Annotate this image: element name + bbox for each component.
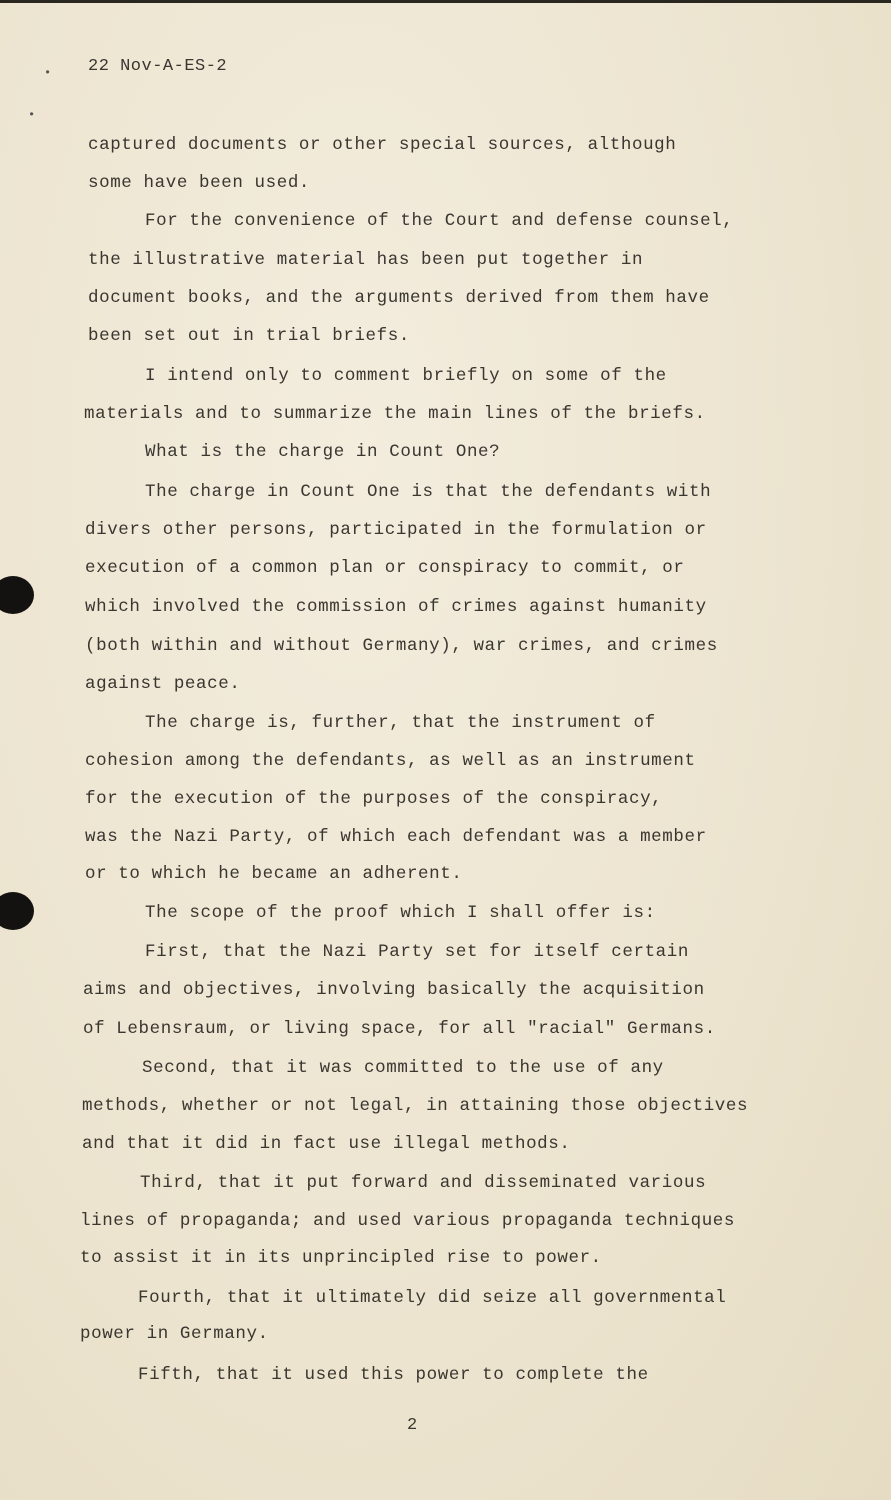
text-line: The scope of the proof which I shall offer is: bbox=[145, 903, 656, 923]
page-top-edge bbox=[0, 0, 891, 3]
text-line: or to which he became an adherent. bbox=[85, 864, 463, 884]
text-line: First, that the Nazi Party set for itself certain bbox=[145, 942, 689, 962]
margin-dot: • bbox=[28, 108, 36, 122]
text-line: The charge is, further, that the instrument of bbox=[145, 713, 656, 733]
text-line: the illustrative material has been put together in bbox=[88, 250, 644, 270]
text-line: of Lebensraum, or living space, for all "racial" Germans. bbox=[83, 1019, 716, 1039]
page-number: 2 bbox=[407, 1416, 418, 1435]
text-line: (both within and without Germany), war crimes, and crimes bbox=[85, 636, 718, 656]
document-header-id: 22 Nov-A-ES-2 bbox=[88, 57, 228, 76]
text-line: aims and objectives, involving basically the acquisition bbox=[83, 980, 705, 1000]
text-line: For the convenience of the Court and defense counsel, bbox=[145, 211, 734, 231]
text-line: What is the charge in Count One? bbox=[145, 442, 501, 462]
text-line: Fifth, that it used this power to complete the bbox=[138, 1365, 649, 1385]
text-line: execution of a common plan or conspiracy to commit, or bbox=[85, 558, 685, 578]
text-line: been set out in trial briefs. bbox=[88, 326, 410, 346]
text-line: some have been used. bbox=[88, 173, 311, 193]
text-line: methods, whether or not legal, in attaining those objectives bbox=[82, 1096, 749, 1116]
text-line: power in Germany. bbox=[80, 1324, 269, 1344]
text-line: divers other persons, participated in the formulation or bbox=[85, 520, 707, 540]
text-line: Second, that it was committed to the use of any bbox=[142, 1058, 664, 1078]
text-line: Third, that it put forward and disseminated various bbox=[140, 1173, 707, 1193]
text-line: against peace. bbox=[85, 674, 241, 694]
text-line: which involved the commission of crimes against humanity bbox=[85, 597, 707, 617]
text-line: was the Nazi Party, of which each defendant was a member bbox=[85, 827, 707, 847]
text-line: and that it did in fact use illegal methods. bbox=[82, 1134, 571, 1154]
punch-hole bbox=[0, 576, 34, 614]
punch-hole bbox=[0, 892, 34, 930]
text-line: lines of propaganda; and used various propaganda techniques bbox=[80, 1211, 736, 1231]
text-line: captured documents or other special sources, although bbox=[88, 135, 677, 155]
text-line: cohesion among the defendants, as well as an instrument bbox=[85, 751, 696, 771]
text-line: materials and to summarize the main lines of the briefs. bbox=[84, 404, 706, 424]
text-line: to assist it in its unprincipled rise to power. bbox=[80, 1248, 602, 1268]
text-line: I intend only to comment briefly on some of the bbox=[145, 366, 667, 386]
text-line: document books, and the arguments derived from them have bbox=[88, 288, 710, 308]
text-line: Fourth, that it ultimately did seize all governmental bbox=[138, 1288, 727, 1308]
text-line: The charge in Count One is that the defendants with bbox=[145, 482, 712, 502]
text-line: for the execution of the purposes of the conspiracy, bbox=[85, 789, 663, 809]
margin-dot: • bbox=[44, 66, 52, 80]
